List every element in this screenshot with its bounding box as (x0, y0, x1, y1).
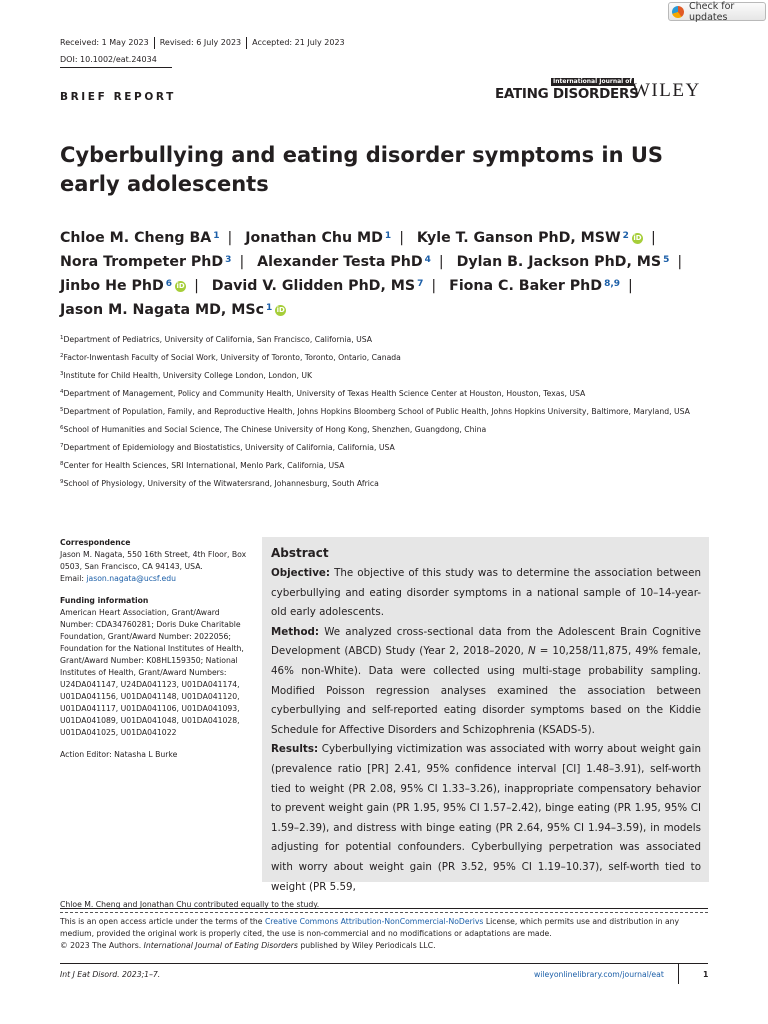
funding-text: American Heart Association, Grant/Award Number: CDA34760281; Doris Duke Charitable Foundation, Grant/Award Number: 2022056; Foundation for the National Institutes of Health, Grant/Award Number: K08HL159350; National Institutes of Health, Grant/Award Numbers: U24DA041147, U24DA041123, U01DA041174, U01DA041156, U01DA041148, U01DA041120, U01DA041117, U01DA041106, U01DA041093, U01DA041089, U01DA041048, U01DA041028, U01DA041025, U01DA041022 (60, 608, 244, 737)
email-label: Email: (60, 574, 87, 583)
journal-logo (495, 78, 709, 104)
page-number: 1 (703, 970, 709, 979)
author: David V. Glidden PhD, MS $^7$ (211, 278, 424, 294)
author: Jonathan Chu MD $^1$ (245, 230, 392, 246)
license-divider (60, 912, 708, 913)
accepted-date: Accepted: 21 July 2023 (252, 38, 345, 47)
doi: DOI: 10.1002/eat.24034 (60, 55, 157, 64)
abstract-box (262, 537, 709, 893)
affiliation: $^7$Department of Epidemiology and Biostatistics, University of California, California, USA (60, 443, 395, 452)
orcid-icon[interactable]: iD (633, 233, 642, 242)
author: Fiona C. Baker PhD $^{8,9}$ (449, 278, 621, 294)
orcid-icon[interactable]: iD (176, 281, 185, 290)
journal-logo-main: EATING DISORDERS (495, 86, 639, 102)
copyright-line: © 2023 The Authors. International Journal of Eating Disorders published by Wiley Periodicals LLC. (60, 941, 436, 950)
footnote-rule (60, 908, 708, 909)
publisher-logo: WILEY (632, 80, 701, 101)
revised-date: Revised: 6 July 2023 (160, 37, 247, 49)
abstract-objective: Objective: The objective of this study was to determine the association between cyberbullying and eating disorder symptoms in a national sample of 10–14-year-old early adolescents. (271, 567, 701, 619)
affiliation: $^3$Institute for Child Health, University College London, London, UK (60, 371, 312, 380)
email-link[interactable]: jason.nagata@ucsf.edu (86, 574, 177, 583)
author: Dylan B. Jackson PhD, MS $^5$ (456, 254, 670, 270)
affiliation: $^5$Department of Population, Family, and Reproductive Health, Johns Hopkins Bloomberg School of Public Health, Johns Hopkins University, Baltimore, Maryland, USA (60, 407, 690, 416)
abstract-results: Results: Cyberbullying victimization was associated with worry about weight gain (prevalence ratio [PR] 2.41, 95% confidence interval [CI] 1.48–3.91), self-worth tied to weight (PR 2.08, 95% CI 1.33–3.26), inappropriate compensatory behavior to prevent weight gain (PR 1.95, 95% CI 1.57–2.42), binge eating (PR 1.95, 95% CI 1.59–2.39), and distress with binge eating (PR 2.64, 95% CI 1.94–3.59), in models adjusting for potential confounders. Cyberbullying perpetration was associated with worry about weight gain (PR 3.52, 95% CI 1.19–10.37), self-worth tied to weight (PR 5.59, (271, 743, 701, 893)
affiliation: $^2$Factor-Inwentash Faculty of Social Work, University of Toronto, Toronto, Ontario, Canada (60, 353, 401, 362)
correspondence-block (60, 537, 250, 585)
affiliations (60, 333, 720, 495)
affiliation: $^8$Center for Health Sciences, SRI International, Menlo Park, California, USA (60, 461, 345, 470)
action-editor: Action Editor: Natasha L Burke (60, 750, 178, 759)
orcid-icon[interactable]: iD (276, 305, 285, 314)
affiliation: $^6$School of Humanities and Social Science, The Chinese University of Hong Kong, Shenzhen, Guangdong, China (60, 425, 487, 434)
author: Alexander Testa PhD $^4$ (257, 254, 431, 270)
correspondence-heading: Correspondence (60, 538, 131, 547)
page-footer-divider (678, 964, 679, 984)
author: Kyle T. Ganson PhD, MSW $^2$ iD (416, 230, 642, 246)
author-list: Chloe M. Cheng BA $^1$ | Jonathan Chu MD $^1$ | Kyle T. Ganson PhD, MSW $^2$ iD | Nora Trompeter PhD $^3$ | Alexander Testa PhD $^4$ | Dylan B. Jackson PhD, MS $^5$ | Jinbo He PhD $^6$ iD | David V. Glidden PhD, MS $^7$ | Fiona C. Baker PhD $^{8,9}$ | Jason M. Nagata MD, MSc $^1$ iD (60, 230, 683, 318)
correspondence-text: Jason M. Nagata, 550 16th Street, 4th Floor, Box 0503, San Francisco, CA 94143, USA. (60, 550, 247, 571)
funding-block (60, 595, 250, 739)
article-info-column (60, 537, 250, 771)
journal-url-link[interactable]: wileyonlinelibrary.com/journal/eat (534, 970, 664, 979)
license-link[interactable]: Creative Commons Attribution-NonCommercial-NoDerivs (264, 917, 484, 926)
affiliation: $^4$Department of Management, Policy and Community Health, University of Texas Health Science Center at Houston, Houston, Texas, USA (60, 389, 586, 398)
author: Chloe M. Cheng BA $^1$ (60, 230, 220, 246)
license-text: This is an open access article under the terms of the Creative Commons Attribution-NonCommercial-NoDerivs License, which permits use and distribution in any medium, provided the original work is properly cited, the use is non-commercial and no modifications or adaptations are made. © 2023 The Authors. International Journal of Eating Disorders published by Wiley Periodicals LLC. (60, 916, 708, 952)
abstract-heading: Abstract (271, 546, 329, 560)
section-label: BRIEF REPORT (60, 91, 176, 103)
journal-citation: Int J Eat Disord. 2023;1–7. (60, 970, 161, 979)
author: Jinbo He PhD $^6$ iD (60, 278, 185, 294)
check-for-updates-label: Check for updates (689, 0, 735, 23)
header-rule (60, 67, 172, 68)
article-dates (60, 37, 355, 49)
affiliation: $^9$School of Physiology, University of the Witwatersrand, Johannesburg, South Africa (60, 479, 379, 488)
check-for-updates-button[interactable] (668, 2, 766, 21)
journal-logo-small: International Journal of (553, 78, 633, 85)
received-date: Received: 1 May 2023 (60, 37, 155, 49)
page-footer-rule (60, 963, 708, 964)
funding-heading: Funding information (60, 596, 149, 605)
crossmark-icon (672, 6, 684, 18)
author: Jason M. Nagata MD, MSc $^1$ iD (60, 302, 285, 318)
contribution-footnote: Chloe M. Cheng and Jonathan Chu contributed equally to the study. (60, 900, 320, 909)
affiliation: $^1$Department of Pediatrics, University of California, San Francisco, California, USA (60, 335, 373, 344)
author: Nora Trompeter PhD $^3$ (60, 254, 232, 270)
abstract-method: Method: We analyzed cross-sectional data from the Adolescent Brain Cognitive Development (ABCD) Study (Year 2, 2018–2020, N = 10,258/11,875, 49% female, 46% non-White). Data were collected using multi-stage probability sampling. Modified Poisson regression analyses examined the association between cyberbullying and self-reported eating disorder symptoms based on the Kiddie Schedule for Affective Disorders and Schizophrenia (KSADS-5). (271, 625, 701, 736)
article-title: Cyberbullying and eating disorder symptoms in US early adolescents (60, 143, 664, 196)
